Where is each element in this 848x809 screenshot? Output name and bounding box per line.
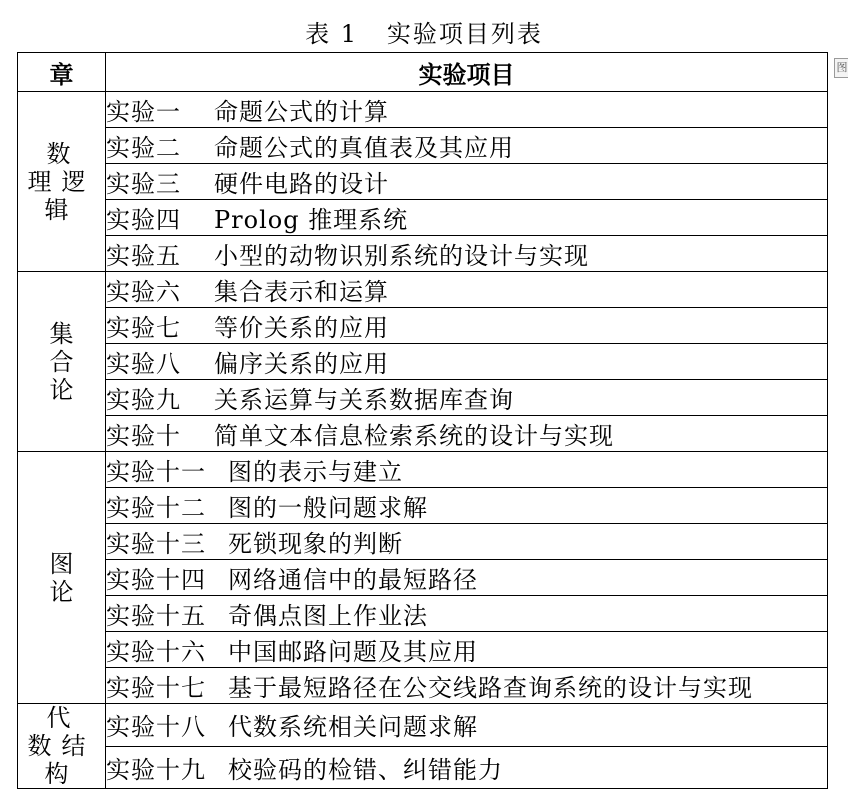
project-cell (106, 452, 828, 488)
chapter-cell (18, 272, 106, 452)
experiment-title: 网络通信中的最短路径 (228, 566, 478, 594)
experiment-number: 实验四 (106, 206, 181, 234)
project-cell (106, 596, 828, 632)
project-cell (106, 632, 828, 668)
experiment-title: 等价关系的应用 (214, 314, 389, 342)
experiment-number: 实验十二 (106, 494, 206, 522)
chapter-label: 代数结构 (27, 704, 96, 788)
table-row (18, 596, 828, 632)
project-cell (106, 524, 828, 560)
chapter-cell (18, 452, 106, 704)
experiment-number: 实验一 (106, 98, 181, 126)
experiment-table (17, 52, 828, 789)
table-row (18, 524, 828, 560)
table-row (18, 164, 828, 200)
experiment-title: Prolog 推理系统 (214, 206, 409, 234)
header-project: 实验项目 (106, 53, 828, 92)
table-row (18, 488, 828, 524)
project-cell (106, 344, 828, 380)
header-chapter: 章 (18, 53, 106, 92)
experiment-title: 命题公式的计算 (214, 98, 389, 126)
experiment-number: 实验十 (106, 422, 181, 450)
table-row (18, 704, 828, 747)
table-caption: 表 1 实验项目列表 (305, 20, 543, 48)
experiment-number: 实验十九 (106, 755, 206, 784)
experiment-title: 校验码的检错、纠错能力 (228, 755, 503, 784)
table-row (18, 560, 828, 596)
table-header-row (18, 53, 828, 92)
experiment-number: 实验二 (106, 134, 181, 162)
experiment-number: 实验十八 (106, 713, 206, 742)
experiment-number: 实验六 (106, 278, 181, 306)
experiment-number: 实验五 (106, 242, 181, 270)
project-cell (106, 488, 828, 524)
project-cell (106, 128, 828, 164)
experiment-number: 实验七 (106, 314, 181, 342)
experiment-title: 奇偶点图上作业法 (228, 602, 428, 630)
table-row (18, 746, 828, 789)
chapter-label: 数理逻辑 (27, 139, 96, 224)
project-cell (106, 416, 828, 452)
experiment-title: 图的一般问题求解 (228, 494, 428, 522)
project-cell (106, 92, 828, 128)
project-cell (106, 164, 828, 200)
chapter-label: 集合论 (49, 319, 74, 404)
chapter-label: 图论 (49, 549, 74, 606)
table-row (18, 380, 828, 416)
experiment-title: 集合表示和运算 (214, 278, 389, 306)
table-row (18, 416, 828, 452)
table-row (18, 128, 828, 164)
experiment-title: 基于最短路径在公交线路查询系统的设计与实现 (228, 674, 753, 702)
experiment-number: 实验十三 (106, 530, 206, 558)
experiment-number: 实验十五 (106, 602, 206, 630)
table-row (18, 344, 828, 380)
table-row (18, 632, 828, 668)
experiment-title: 偏序关系的应用 (214, 350, 389, 378)
table-body (18, 92, 828, 789)
experiment-number: 实验十一 (106, 458, 206, 486)
project-cell (106, 668, 828, 704)
experiment-title: 中国邮路问题及其应用 (228, 638, 478, 666)
project-cell (106, 236, 828, 272)
project-cell (106, 308, 828, 344)
chapter-cell (18, 92, 106, 272)
experiment-title: 死锁现象的判断 (228, 530, 403, 558)
experiment-title: 代数系统相关问题求解 (228, 713, 478, 742)
table-row (18, 308, 828, 344)
table-row (18, 452, 828, 488)
table-row (18, 272, 828, 308)
chapter-cell (18, 704, 106, 789)
experiment-title: 硬件电路的设计 (214, 170, 389, 198)
table-row (18, 236, 828, 272)
experiment-number: 实验十四 (106, 566, 206, 594)
project-cell (106, 380, 828, 416)
experiment-number: 实验十六 (106, 638, 206, 666)
table-row (18, 200, 828, 236)
project-cell (106, 746, 828, 789)
project-cell (106, 200, 828, 236)
experiment-title: 图的表示与建立 (228, 458, 403, 486)
side-panel-icon[interactable]: 图 (834, 58, 848, 78)
experiment-title: 小型的动物识别系统的设计与实现 (214, 242, 589, 270)
experiment-number: 实验九 (106, 386, 181, 414)
table-row (18, 668, 828, 704)
experiment-number: 实验三 (106, 170, 181, 198)
experiment-title: 关系运算与关系数据库查询 (214, 386, 514, 414)
experiment-title: 简单文本信息检索系统的设计与实现 (214, 422, 614, 450)
experiment-number: 实验十七 (106, 674, 206, 702)
experiment-number: 实验八 (106, 350, 181, 378)
table-row (18, 92, 828, 128)
project-cell (106, 704, 828, 747)
project-cell (106, 560, 828, 596)
project-cell (106, 272, 828, 308)
experiment-title: 命题公式的真值表及其应用 (214, 134, 514, 162)
